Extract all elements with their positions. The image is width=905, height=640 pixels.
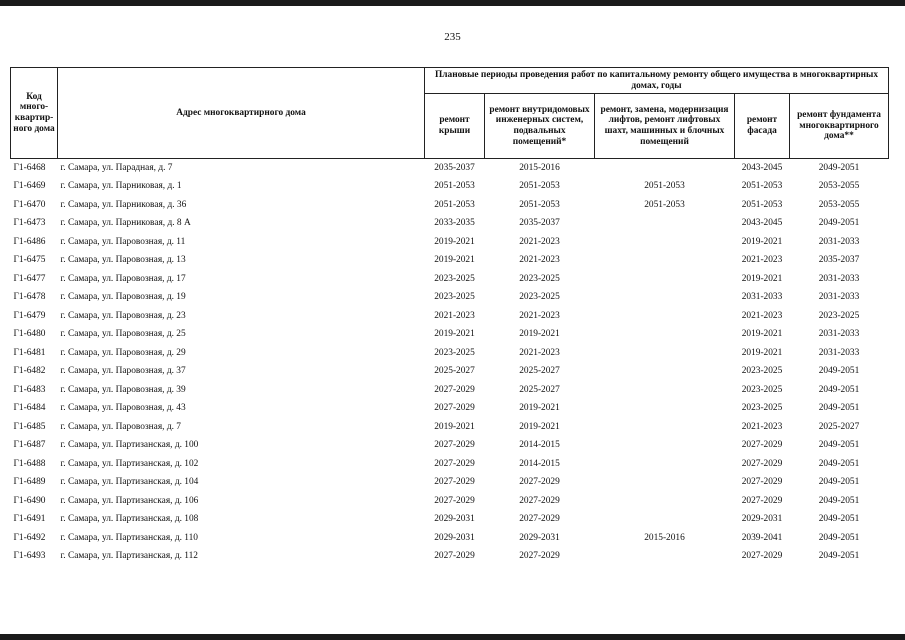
page-number: 235 — [444, 31, 461, 43]
cell-facade: 2021-2023 — [741, 421, 783, 432]
cell-lifts — [595, 400, 735, 419]
cell-lifts — [595, 307, 735, 326]
cell-address: г. Самара, ул. Парадная, д. 7 — [60, 162, 173, 173]
cell-systems: 2051-2053 — [519, 199, 560, 210]
cell-code: Г1-6468 — [13, 162, 46, 173]
cell-code: Г1-6470 — [13, 199, 46, 210]
table-body — [11, 159, 889, 567]
cell-code: Г1-6469 — [13, 181, 46, 192]
cell-systems: 2015-2016 — [519, 162, 560, 173]
cell-systems: 2035-2037 — [519, 218, 560, 229]
header-roof: ремонт крыши — [425, 94, 485, 159]
cell-foundation: 2053-2055 — [818, 199, 860, 210]
header-code: Код много-квартир-ного дома — [11, 68, 58, 159]
cell-systems: 2021-2023 — [519, 255, 560, 266]
cell-roof: 2025-2027 — [434, 366, 475, 377]
cell-address: г. Самара, ул. Парниковая, д. 1 — [60, 181, 182, 192]
table-row — [11, 159, 889, 178]
cell-lifts — [595, 270, 735, 289]
table-row — [11, 196, 889, 215]
top-border-bar — [0, 0, 905, 6]
cell-systems: 2019-2021 — [519, 403, 560, 414]
cell-code: Г1-6489 — [13, 477, 46, 488]
cell-code: Г1-6473 — [13, 218, 46, 229]
table-row — [11, 492, 889, 511]
cell-foundation: 2049-2051 — [818, 551, 860, 562]
cell-address: г. Самара, ул. Партизанская, д. 110 — [60, 532, 198, 543]
cell-systems: 2014-2015 — [519, 440, 560, 451]
header-systems: ремонт внутридомовых инженерных систем, подвальных помещений* — [485, 94, 595, 159]
cell-facade: 2023-2025 — [741, 384, 783, 395]
cell-facade: 2031-2033 — [741, 292, 783, 303]
cell-systems: 2027-2029 — [519, 514, 560, 525]
cell-roof: 2021-2023 — [434, 310, 475, 321]
cell-code: Г1-6477 — [13, 273, 46, 284]
cell-foundation: 2049-2051 — [818, 477, 860, 488]
cell-roof: 2033-2035 — [434, 218, 475, 229]
table-row — [11, 178, 889, 197]
table-row — [11, 289, 889, 308]
cell-code: Г1-6490 — [13, 495, 46, 506]
table-row — [11, 307, 889, 326]
cell-lifts: 2015-2016 — [644, 532, 685, 543]
cell-facade: 2021-2023 — [741, 255, 783, 266]
cell-roof: 2027-2029 — [434, 551, 475, 562]
cell-foundation: 2053-2055 — [818, 181, 860, 192]
cell-roof: 2051-2053 — [434, 199, 475, 210]
cell-lifts: 2051-2053 — [644, 181, 685, 192]
table-row — [11, 474, 889, 493]
cell-lifts — [595, 418, 735, 437]
cell-code: Г1-6480 — [13, 329, 46, 340]
cell-facade: 2029-2031 — [741, 514, 783, 525]
cell-roof: 2023-2025 — [434, 273, 475, 284]
cell-systems: 2027-2029 — [519, 551, 560, 562]
cell-facade: 2051-2053 — [741, 199, 783, 210]
cell-code: Г1-6493 — [13, 551, 46, 562]
cell-foundation: 2049-2051 — [818, 384, 860, 395]
table-row — [11, 252, 889, 271]
cell-lifts — [595, 252, 735, 271]
cell-code: Г1-6487 — [13, 440, 46, 451]
cell-lifts — [595, 363, 735, 382]
cell-foundation: 2023-2025 — [818, 310, 860, 321]
cell-foundation: 2025-2027 — [818, 421, 860, 432]
cell-roof: 2019-2021 — [434, 255, 475, 266]
cell-roof: 2023-2025 — [434, 347, 475, 358]
cell-roof: 2023-2025 — [434, 292, 475, 303]
cell-foundation: 2049-2051 — [818, 495, 860, 506]
cell-lifts — [595, 474, 735, 493]
table-row — [11, 418, 889, 437]
cell-code: Г1-6486 — [13, 236, 46, 247]
cell-systems: 2021-2023 — [519, 347, 560, 358]
table-row — [11, 326, 889, 345]
cell-systems: 2027-2029 — [519, 495, 560, 506]
cell-foundation: 2049-2051 — [818, 532, 860, 543]
cell-lifts — [595, 215, 735, 234]
cell-roof: 2027-2029 — [434, 440, 475, 451]
cell-address: г. Самара, ул. Партизанская, д. 104 — [60, 477, 199, 488]
cell-systems: 2023-2025 — [519, 273, 560, 284]
cell-foundation: 2035-2037 — [818, 255, 860, 266]
cell-foundation: 2031-2033 — [818, 236, 860, 247]
cell-facade: 2023-2025 — [741, 403, 783, 414]
cell-address: г. Самара, ул. Паровозная, д. 11 — [60, 236, 186, 247]
cell-address: г. Самара, ул. Парниковая, д. 8 А — [60, 218, 191, 229]
cell-lifts — [595, 437, 735, 456]
cell-systems: 2051-2053 — [519, 181, 560, 192]
cell-systems: 2019-2021 — [519, 329, 560, 340]
cell-systems: 2029-2031 — [519, 532, 560, 543]
cell-roof: 2027-2029 — [434, 477, 475, 488]
cell-foundation: 2031-2033 — [818, 347, 860, 358]
header-address: Адрес многоквартирного дома — [58, 68, 425, 159]
table-row — [11, 400, 889, 419]
cell-facade: 2019-2021 — [741, 329, 783, 340]
cell-lifts — [595, 548, 735, 567]
cell-code: Г1-6488 — [13, 458, 46, 469]
cell-lifts — [595, 289, 735, 308]
table-row — [11, 381, 889, 400]
cell-roof: 2027-2029 — [434, 403, 475, 414]
cell-code: Г1-6482 — [13, 366, 46, 377]
cell-code: Г1-6485 — [13, 421, 46, 432]
cell-address: г. Самара, ул. Паровозная, д. 39 — [60, 384, 186, 395]
cell-lifts — [595, 381, 735, 400]
cell-facade: 2051-2053 — [741, 181, 783, 192]
header-periods: Плановые периоды проведения работ по капитальному ремонту общего имущества в многоквартирных домах, годы — [425, 68, 889, 94]
cell-address: г. Самара, ул. Паровозная, д. 13 — [60, 255, 186, 266]
cell-facade: 2027-2029 — [741, 495, 783, 506]
cell-facade: 2019-2021 — [741, 236, 783, 247]
cell-address: г. Самара, ул. Партизанская, д. 102 — [60, 458, 199, 469]
table-row — [11, 529, 889, 548]
cell-roof: 2029-2031 — [434, 532, 475, 543]
cell-roof: 2027-2029 — [434, 495, 475, 506]
cell-code: Г1-6481 — [13, 347, 46, 358]
cell-foundation: 2049-2051 — [818, 366, 860, 377]
cell-foundation: 2031-2033 — [818, 329, 860, 340]
cell-systems: 2021-2023 — [519, 310, 560, 321]
header-facade: ремонт фасада — [735, 94, 790, 159]
table-row — [11, 548, 889, 567]
cell-roof: 2035-2037 — [434, 162, 475, 173]
cell-lifts — [595, 159, 735, 178]
cell-address: г. Самара, ул. Паровозная, д. 43 — [60, 403, 186, 414]
cell-roof: 2029-2031 — [434, 514, 475, 525]
table-row — [11, 233, 889, 252]
cell-systems: 2025-2027 — [519, 366, 560, 377]
cell-facade: 2019-2021 — [741, 273, 783, 284]
cell-code: Г1-6479 — [13, 310, 46, 321]
cell-foundation: 2049-2051 — [818, 440, 860, 451]
cell-facade: 2039-2041 — [741, 532, 783, 543]
table-row — [11, 270, 889, 289]
cell-address: г. Самара, ул. Паровозная, д. 29 — [60, 347, 186, 358]
cell-foundation: 2049-2051 — [818, 218, 860, 229]
cell-lifts — [595, 233, 735, 252]
cell-lifts: 2051-2053 — [644, 199, 685, 210]
cell-facade: 2043-2045 — [741, 162, 783, 173]
cell-address: г. Самара, ул. Партизанская, д. 108 — [60, 514, 199, 525]
cell-facade: 2043-2045 — [741, 218, 783, 229]
cell-address: г. Самара, ул. Партизанская, д. 100 — [60, 440, 199, 451]
cell-roof: 2027-2029 — [434, 384, 475, 395]
cell-code: Г1-6484 — [13, 403, 46, 414]
cell-foundation: 2049-2051 — [818, 162, 860, 173]
cell-roof: 2051-2053 — [434, 181, 475, 192]
cell-systems: 2019-2021 — [519, 421, 560, 432]
cell-code: Г1-6475 — [13, 255, 46, 266]
cell-facade: 2027-2029 — [741, 477, 783, 488]
cell-facade: 2027-2029 — [741, 551, 783, 562]
cell-code: Г1-6491 — [13, 514, 46, 525]
cell-code: Г1-6478 — [13, 292, 46, 303]
cell-roof: 2027-2029 — [434, 458, 475, 469]
cell-address: г. Самара, ул. Паровозная, д. 19 — [60, 292, 186, 303]
cell-foundation: 2049-2051 — [818, 403, 860, 414]
cell-foundation: 2031-2033 — [818, 273, 860, 284]
header-foundation: ремонт фундамента многоквартирного дома** — [790, 94, 889, 159]
cell-address: г. Самара, ул. Партизанская, д. 106 — [60, 495, 199, 506]
cell-facade: 2027-2029 — [741, 458, 783, 469]
capital-repair-table — [10, 67, 889, 566]
cell-systems: 2027-2029 — [519, 477, 560, 488]
cell-systems: 2023-2025 — [519, 292, 560, 303]
cell-lifts — [595, 344, 735, 363]
cell-address: г. Самара, ул. Паровозная, д. 37 — [60, 366, 186, 377]
cell-foundation: 2031-2033 — [818, 292, 860, 303]
cell-address: г. Самара, ул. Паровозная, д. 17 — [60, 273, 186, 284]
cell-facade: 2019-2021 — [741, 347, 783, 358]
table-row — [11, 344, 889, 363]
cell-roof: 2019-2021 — [434, 236, 475, 247]
table-row — [11, 437, 889, 456]
cell-lifts — [595, 455, 735, 474]
cell-roof: 2019-2021 — [434, 329, 475, 340]
cell-lifts — [595, 326, 735, 345]
table-row — [11, 363, 889, 382]
table-row — [11, 455, 889, 474]
cell-address: г. Самара, ул. Паровозная, д. 23 — [60, 310, 186, 321]
cell-systems: 2025-2027 — [519, 384, 560, 395]
cell-foundation: 2049-2051 — [818, 458, 860, 469]
cell-facade: 2021-2023 — [741, 310, 783, 321]
cell-address: г. Самара, ул. Партизанская, д. 112 — [60, 551, 198, 562]
cell-lifts — [595, 492, 735, 511]
table-row — [11, 215, 889, 234]
header-lifts: ремонт, замена, модернизация лифтов, ремонт лифтовых шахт, машинных и блочных помещений — [595, 94, 735, 159]
cell-facade: 2023-2025 — [741, 366, 783, 377]
cell-address: г. Самара, ул. Парниковая, д. 36 — [60, 199, 187, 210]
bottom-border-bar — [0, 634, 905, 640]
cell-foundation: 2049-2051 — [818, 514, 860, 525]
cell-address: г. Самара, ул. Паровозная, д. 25 — [60, 329, 186, 340]
cell-address: г. Самара, ул. Паровозная, д. 7 — [60, 421, 181, 432]
cell-code: Г1-6492 — [13, 532, 46, 543]
cell-code: Г1-6483 — [13, 384, 46, 395]
cell-systems: 2014-2015 — [519, 458, 560, 469]
cell-facade: 2027-2029 — [741, 440, 783, 451]
table-row — [11, 511, 889, 530]
cell-roof: 2019-2021 — [434, 421, 475, 432]
cell-systems: 2021-2023 — [519, 236, 560, 247]
cell-lifts — [595, 511, 735, 530]
